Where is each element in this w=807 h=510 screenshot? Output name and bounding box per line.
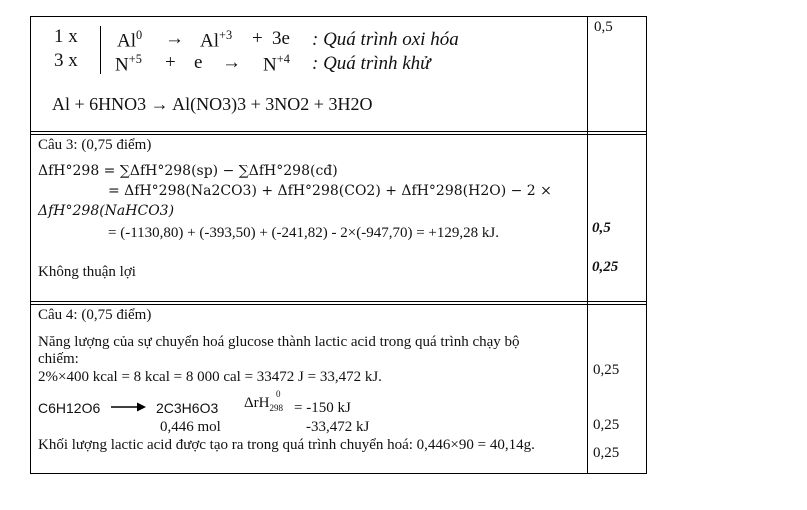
question-3-title: Câu 3: (0,75 điểm) [38, 137, 152, 153]
red-electron: e [194, 52, 203, 73]
product-formula: 2C3H6O3 [156, 400, 219, 416]
score-row3-a: 0,25 [593, 362, 620, 378]
row-divider-1b [30, 134, 647, 135]
delta-h-degree: 0 [276, 389, 281, 399]
delta-h-value: = -150 kJ [294, 400, 351, 416]
score-row2-b: 0,25 [592, 259, 619, 275]
score-row3-c: 0,25 [593, 445, 620, 461]
reaction-arrow [110, 400, 148, 414]
red-lhs: $N^{+5}$ [115, 52, 142, 76]
enthalpy-expansion-cont: ΔfH°298(NaHCO3) [38, 203, 175, 219]
ox-lhs: Al$^0$ [117, 28, 143, 52]
ox-arrow: → [165, 28, 184, 49]
column-divider [587, 16, 588, 474]
ox-plus: + [252, 28, 263, 49]
enthalpy-expansion: = ΔfH°298(Na2CO3) + ΔfH°298(CO2) + ΔfH°298(H2O) − 2 × [108, 183, 552, 199]
red-arrow: → [222, 52, 241, 73]
ox-electrons: 3e [272, 28, 290, 49]
delta-h-symbol: ΔrH$_{298}$ [244, 395, 283, 413]
ox-label: : Quá trình oxi hóa [312, 29, 459, 50]
balanced-equation: Al + 6HNO3 → Al(NO3)3 + 3NO2 + 3H2O [52, 94, 373, 114]
ox-rhs: $Al^{+3}$ [200, 28, 233, 52]
score-row2-a: 0,5 [592, 220, 611, 236]
moles-value: 0,446 mol [160, 419, 221, 435]
row-divider-1a [30, 131, 647, 132]
mass-result: Khối lượng lactic acid được tạo ra trong quá trình chuyển hoá: 0,446×90 = 40,14g. [38, 437, 535, 453]
energy-paragraph: Năng lượng của sự chuyển hoá glucose thành lactic acid trong quá trình chạy bộ [38, 334, 520, 350]
enthalpy-result: = (-1130,80) + (-393,50) + (-241,82) - 2×(-947,70) = +129,28 kJ. [108, 225, 499, 241]
score-row3-b: 0,25 [593, 417, 620, 433]
enthalpy-formula: ΔfH°298 = ∑ΔfH°298(sp) − ∑ΔfH°298(cđ) [38, 163, 338, 179]
conclusion: Không thuận lợi [38, 264, 136, 280]
question-4-title: Câu 4: (0,75 điểm) [38, 307, 152, 323]
table-border-right [646, 16, 647, 474]
energy-paragraph-cont: chiếm: [38, 351, 79, 367]
table-border-top [30, 16, 647, 17]
red-rhs: $N^{+4}$ [263, 52, 290, 76]
table-border-left [30, 16, 31, 474]
reactant-formula: C6H12O6 [38, 400, 101, 416]
coeff-1: 1 x [54, 26, 78, 47]
energy-value: -33,472 kJ [306, 419, 370, 435]
table-border-bottom [30, 473, 647, 474]
coeff-2: 3 x [54, 50, 78, 71]
coeff-divider [100, 26, 101, 74]
red-label: : Quá trình khử [312, 53, 431, 74]
energy-calculation: 2%×400 kcal = 8 kcal = 8 000 cal = 33472 J = 33,472 kJ. [38, 369, 382, 385]
red-plus: + [165, 52, 176, 73]
score-row1: 0,5 [594, 19, 613, 35]
row-divider-2a [30, 301, 647, 302]
row-divider-2b [30, 304, 647, 305]
